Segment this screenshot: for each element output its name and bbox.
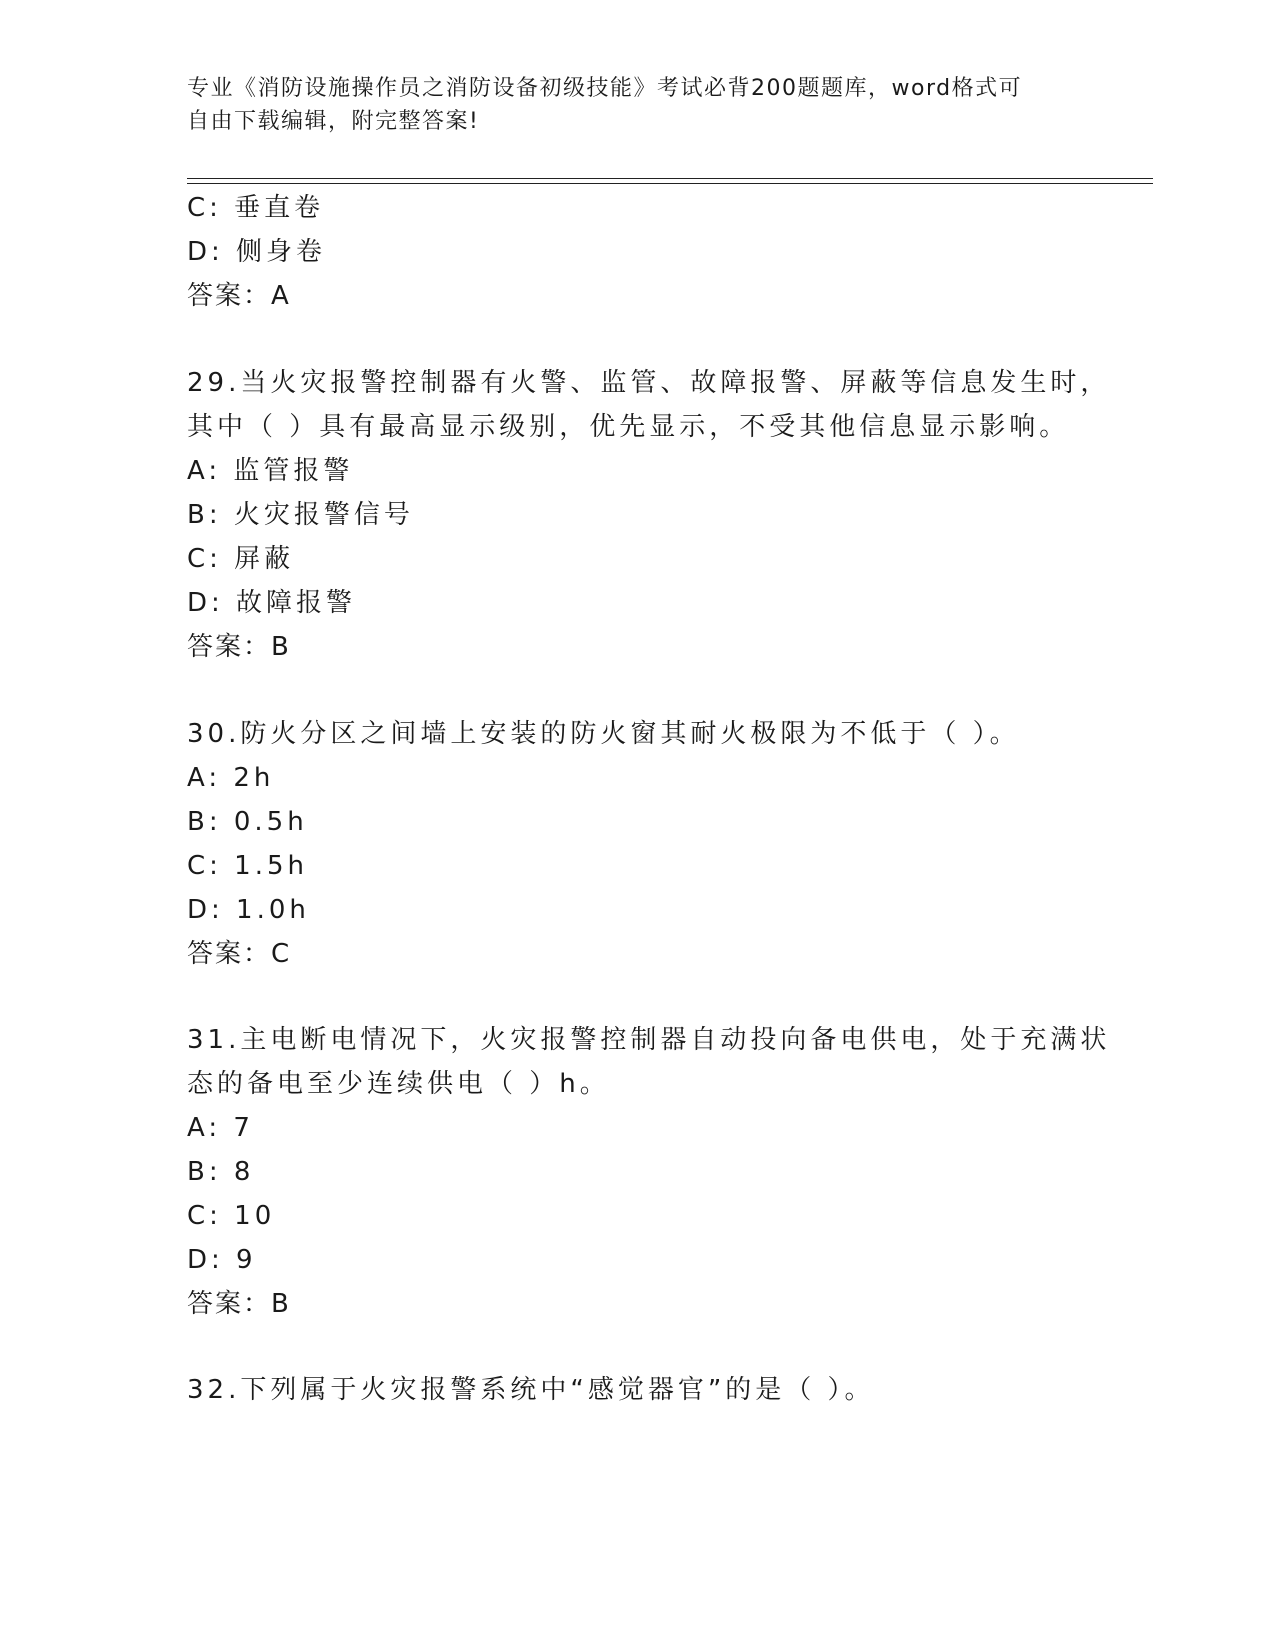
q31-answer: 答案：B: [187, 1289, 291, 1319]
header-divider-top: [187, 178, 1153, 179]
header-line-2: 自由下载编辑，附完整答案!: [187, 109, 480, 134]
q31-stem-line-1: 31.主电断电情况下，火灾报警控制器自动投向备电供电，处于充满状: [187, 1025, 1111, 1055]
q29-stem-line-2: 其中（ ）具有最高显示级别，优先显示，不受其他信息显示影响。: [187, 412, 1070, 442]
q30-stem-line-1: 30.防火分区之间墙上安装的防火窗其耐火极限为不低于（ ）。: [187, 719, 1020, 749]
q30-option-d: D: 1.0h: [187, 895, 310, 925]
document-header: [187, 72, 1087, 138]
q30-option-b: B: 0.5h: [187, 807, 308, 837]
q32-stem-line-1: 32.下列属于火灾报警系统中“感觉器官”的是（ ）。: [187, 1375, 875, 1405]
q28-option-c: C: 垂直卷: [187, 193, 325, 223]
q29-option-a: A: 监管报警: [187, 456, 354, 486]
q31-option-d: D: 9: [187, 1245, 257, 1275]
q31-option-c: C: 10: [187, 1201, 276, 1231]
q30-answer: 答案：C: [187, 939, 292, 969]
q29-option-d: D: 故障报警: [187, 588, 357, 618]
q28-answer: 答案：A: [187, 281, 291, 311]
header-divider-bottom: [187, 183, 1153, 184]
q29-stem-line-1: 29.当火灾报警控制器有火警、监管、故障报警、屏蔽等信息发生时，: [187, 368, 1111, 398]
q28-option-d: D: 侧身卷: [187, 237, 327, 267]
q31-option-b: B: 8: [187, 1157, 255, 1187]
q30-option-c: C: 1.5h: [187, 851, 309, 881]
q29-option-c: C: 屏蔽: [187, 544, 295, 574]
header-line-1: 专业《消防设施操作员之消防设备初级技能》考试必背200题题库，word格式可: [187, 76, 1023, 101]
q29-answer: 答案：B: [187, 632, 291, 662]
q30-option-a: A: 2h: [187, 763, 275, 793]
q31-option-a: A: 7: [187, 1113, 254, 1143]
q31-stem-line-2: 态的备电至少连续供电（ ）h。: [187, 1069, 610, 1099]
q29-option-b: B: 火灾报警信号: [187, 500, 414, 530]
